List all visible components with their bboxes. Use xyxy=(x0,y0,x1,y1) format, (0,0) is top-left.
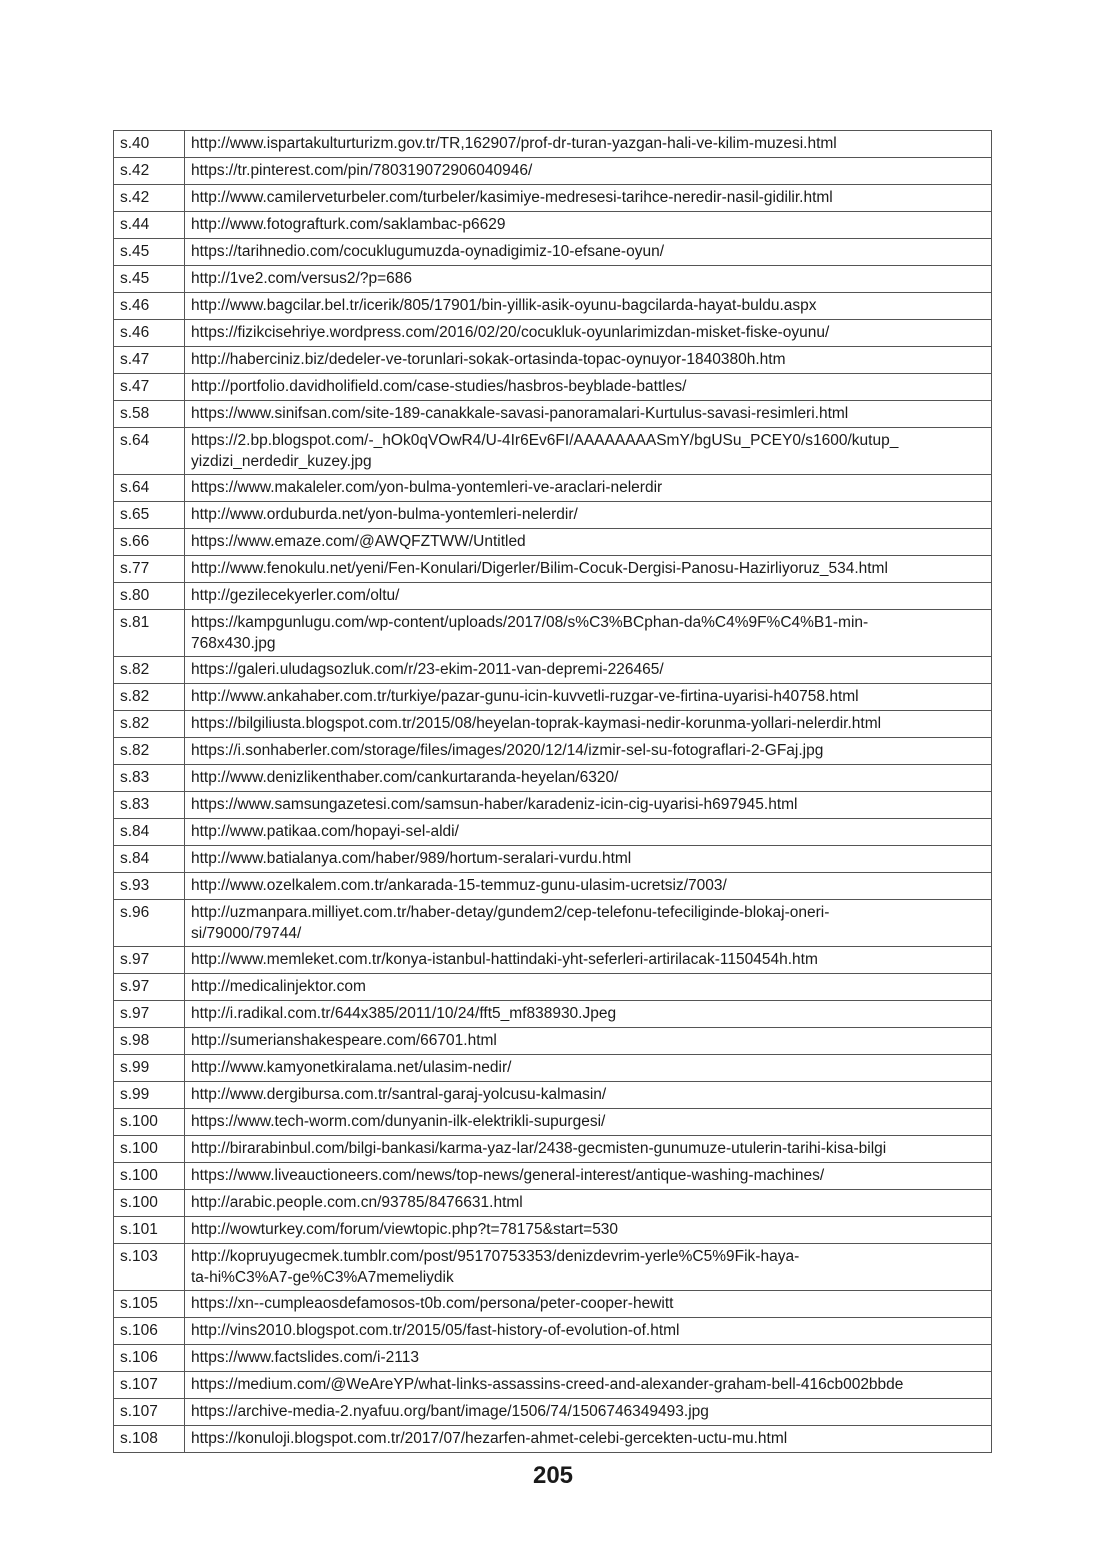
url-text: si/79000/79744/ xyxy=(191,925,302,942)
table-row xyxy=(114,320,992,347)
url-cell xyxy=(185,1345,992,1372)
url-cell xyxy=(185,1028,992,1055)
table-row xyxy=(114,475,992,502)
url-text: https://www.makaleler.com/yon-bulma-yontemleri-ve-araclari-nelerdir xyxy=(191,479,663,496)
url-cell xyxy=(185,185,992,212)
url-cell xyxy=(185,819,992,846)
url-cell xyxy=(185,1055,992,1082)
url-text: http://www.bagcilar.bel.tr/icerik/805/17901/bin-yillik-asik-oyunu-bagcilarda-hayat-buldu.aspx xyxy=(191,297,817,314)
url-text: yizdizi_nerdedir_kuzey.jpg xyxy=(191,453,372,470)
url-cell xyxy=(185,374,992,401)
table-row xyxy=(114,1345,992,1372)
table-row xyxy=(114,684,992,711)
url-cell xyxy=(185,657,992,684)
url-cell xyxy=(185,502,992,529)
url-text: http://www.ozelkalem.com.tr/ankarada-15-temmuz-gunu-ulasim-ucretsiz/7003/ xyxy=(191,877,727,894)
url-cell xyxy=(185,1399,992,1426)
page-reference-cell: s.44 xyxy=(114,212,185,239)
table-row xyxy=(114,1217,992,1244)
table-row xyxy=(114,1244,992,1291)
url-cell xyxy=(185,401,992,428)
url-cell xyxy=(185,1109,992,1136)
page-reference-cell: s.100 xyxy=(114,1163,185,1190)
table-row xyxy=(114,1136,992,1163)
url-text: http://medicalinjektor.com xyxy=(191,978,366,995)
table-row xyxy=(114,556,992,583)
page-reference-cell: s.107 xyxy=(114,1399,185,1426)
page-reference-cell: s.84 xyxy=(114,846,185,873)
url-cell xyxy=(185,900,992,947)
url-text: https://tr.pinterest.com/pin/780319072906040946/ xyxy=(191,162,533,179)
url-text: http://www.fotografturk.com/saklambac-p6629 xyxy=(191,216,506,233)
url-cell xyxy=(185,711,992,738)
page-reference-cell: s.82 xyxy=(114,711,185,738)
table-row xyxy=(114,610,992,657)
url-text: https://i.sonhaberler.com/storage/files/images/2020/12/14/izmir-sel-su-fotograflari-2-GFaj.jpg xyxy=(191,742,824,759)
url-text: https://www.sinifsan.com/site-189-canakkale-savasi-panoramalari-Kurtulus-savasi-resimleri.html xyxy=(191,405,849,422)
table-row xyxy=(114,185,992,212)
page-reference-cell: s.107 xyxy=(114,1372,185,1399)
page-reference-cell: s.47 xyxy=(114,347,185,374)
table-row xyxy=(114,502,992,529)
page-reference-cell: s.106 xyxy=(114,1345,185,1372)
url-text: http://sumerianshakespeare.com/66701.html xyxy=(191,1032,497,1049)
reference-table xyxy=(113,130,992,1453)
table-row xyxy=(114,529,992,556)
page-reference-cell: s.97 xyxy=(114,947,185,974)
table-row xyxy=(114,401,992,428)
table-row xyxy=(114,158,992,185)
table-row xyxy=(114,1399,992,1426)
url-cell xyxy=(185,347,992,374)
page-reference-cell: s.42 xyxy=(114,158,185,185)
page-reference-cell: s.103 xyxy=(114,1244,185,1291)
url-cell xyxy=(185,846,992,873)
url-cell xyxy=(185,792,992,819)
url-text: http://1ve2.com/versus2/?p=686 xyxy=(191,270,413,287)
page-reference-cell: s.64 xyxy=(114,428,185,475)
url-cell xyxy=(185,610,992,657)
page-reference-cell: s.99 xyxy=(114,1055,185,1082)
page-reference-cell: s.99 xyxy=(114,1082,185,1109)
table-row xyxy=(114,1001,992,1028)
url-cell xyxy=(185,1318,992,1345)
url-cell xyxy=(185,947,992,974)
table-row xyxy=(114,1028,992,1055)
table-row xyxy=(114,1082,992,1109)
url-text: https://konuloji.blogspot.com.tr/2017/07/hezarfen-ahmet-celebi-gercekten-uctu-mu.html xyxy=(191,1430,788,1447)
table-row xyxy=(114,347,992,374)
url-text: https://www.liveauctioneers.com/news/top-news/general-interest/antique-washing-machines/ xyxy=(191,1167,825,1184)
page-reference-cell: s.97 xyxy=(114,974,185,1001)
page-reference-cell: s.83 xyxy=(114,792,185,819)
table-row xyxy=(114,657,992,684)
table-row xyxy=(114,131,992,158)
url-cell xyxy=(185,1426,992,1453)
page-reference-cell: s.98 xyxy=(114,1028,185,1055)
table-row xyxy=(114,819,992,846)
table-row xyxy=(114,1426,992,1453)
url-cell xyxy=(185,684,992,711)
page-reference-cell: s.97 xyxy=(114,1001,185,1028)
url-text: http://www.fenokulu.net/yeni/Fen-Konulari/Digerler/Bilim-Cocuk-Dergisi-Panosu-Hazirliyoruz_534.html xyxy=(191,560,888,577)
url-cell xyxy=(185,1217,992,1244)
page-reference-cell: s.45 xyxy=(114,239,185,266)
url-text: http://www.batialanya.com/haber/989/hortum-seralari-vurdu.html xyxy=(191,850,632,867)
page-reference-cell: s.64 xyxy=(114,475,185,502)
page-reference-cell: s.82 xyxy=(114,738,185,765)
url-cell xyxy=(185,974,992,1001)
url-cell xyxy=(185,765,992,792)
page-reference-cell: s.100 xyxy=(114,1109,185,1136)
page-reference-cell: s.81 xyxy=(114,610,185,657)
table-row xyxy=(114,900,992,947)
url-text: http://www.denizlikenthaber.com/cankurtaranda-heyelan/6320/ xyxy=(191,769,619,786)
url-cell xyxy=(185,293,992,320)
url-text: http://wowturkey.com/forum/viewtopic.php?t=78175&start=530 xyxy=(191,1221,619,1238)
url-cell xyxy=(185,428,992,475)
table-row xyxy=(114,792,992,819)
table-row xyxy=(114,239,992,266)
page-reference-cell: s.84 xyxy=(114,819,185,846)
url-text: http://portfolio.davidholifield.com/case-studies/hasbros-beyblade-battles/ xyxy=(191,378,687,395)
table-row xyxy=(114,1318,992,1345)
url-text: https://www.tech-worm.com/dunyanin-ilk-elektrikli-supurgesi/ xyxy=(191,1113,606,1130)
url-cell xyxy=(185,320,992,347)
table-row xyxy=(114,266,992,293)
table-row xyxy=(114,428,992,475)
url-text: http://www.memleket.com.tr/konya-istanbul-hattindaki-yht-seferleri-artirilacak-1150454h.htm xyxy=(191,951,818,968)
url-text: http://i.radikal.com.tr/644x385/2011/10/24/fft5_mf838930.Jpeg xyxy=(191,1005,617,1022)
url-cell xyxy=(185,475,992,502)
url-text: ta-hi%C3%A7-ge%C3%A7memeliydik xyxy=(191,1269,454,1286)
page-reference-cell: s.80 xyxy=(114,583,185,610)
page-reference-cell: s.46 xyxy=(114,293,185,320)
table-row xyxy=(114,1109,992,1136)
table-row xyxy=(114,1372,992,1399)
page-reference-cell: s.106 xyxy=(114,1318,185,1345)
url-text: http://www.kamyonetkiralama.net/ulasim-nedir/ xyxy=(191,1059,512,1076)
url-text: http://www.camilerveturbeler.com/turbeler/kasimiye-medresesi-tarihce-neredir-nasil-gidilir.html xyxy=(191,189,833,206)
page-reference-cell: s.47 xyxy=(114,374,185,401)
table-row xyxy=(114,1163,992,1190)
table-row xyxy=(114,374,992,401)
url-text: http://www.patikaa.com/hopayi-sel-aldi/ xyxy=(191,823,459,840)
url-text: http://www.dergibursa.com.tr/santral-garaj-yolcusu-kalmasin/ xyxy=(191,1086,607,1103)
page-reference-cell: s.45 xyxy=(114,266,185,293)
url-text: https://www.emaze.com/@AWQFZTWW/Untitled xyxy=(191,533,526,550)
table-row xyxy=(114,765,992,792)
url-cell xyxy=(185,239,992,266)
url-text: https://kampgunlugu.com/wp-content/uploads/2017/08/s%C3%BCphan-da%C4%9F%C4%B1-min- xyxy=(191,614,869,631)
url-cell xyxy=(185,1082,992,1109)
url-text: https://fizikcisehriye.wordpress.com/2016/02/20/cocukluk-oyunlarimizdan-misket-fiske-oyunu/ xyxy=(191,324,830,341)
url-cell xyxy=(185,158,992,185)
page-reference-cell: s.65 xyxy=(114,502,185,529)
url-cell xyxy=(185,1136,992,1163)
page-reference-cell: s.58 xyxy=(114,401,185,428)
page-reference-cell: s.100 xyxy=(114,1190,185,1217)
table-row xyxy=(114,583,992,610)
url-text: http://vins2010.blogspot.com.tr/2015/05/fast-history-of-evolution-of.html xyxy=(191,1322,680,1339)
url-cell xyxy=(185,1372,992,1399)
url-cell xyxy=(185,738,992,765)
url-text: https://tarihnedio.com/cocuklugumuzda-oynadigimiz-10-efsane-oyun/ xyxy=(191,243,664,260)
url-text: https://bilgiliusta.blogspot.com.tr/2015/08/heyelan-toprak-kaymasi-nedir-korunma-yollari-nelerdir.html xyxy=(191,715,882,732)
url-text: https://www.factslides.com/i-2113 xyxy=(191,1349,419,1366)
url-text: https://medium.com/@WeAreYP/what-links-assassins-creed-and-alexander-graham-bell-416cb002bbde xyxy=(191,1376,904,1393)
table-row xyxy=(114,1055,992,1082)
url-text: http://uzmanpara.milliyet.com.tr/haber-detay/gundem2/cep-telefonu-tefeciliginde-blokaj-oneri- xyxy=(191,904,830,921)
url-cell xyxy=(185,131,992,158)
url-text: https://galeri.uludagsozluk.com/r/23-ekim-2011-van-depremi-226465/ xyxy=(191,661,664,678)
table-row xyxy=(114,738,992,765)
url-text: https://www.samsungazetesi.com/samsun-haber/karadeniz-icin-cig-uyarisi-h697945.html xyxy=(191,796,798,813)
page-reference-cell: s.77 xyxy=(114,556,185,583)
table-row xyxy=(114,873,992,900)
url-text: http://arabic.people.com.cn/93785/8476631.html xyxy=(191,1194,523,1211)
table-row xyxy=(114,212,992,239)
page-reference-cell: s.46 xyxy=(114,320,185,347)
url-text: http://www.ispartakulturturizm.gov.tr/TR,162907/prof-dr-turan-yazgan-hali-ve-kilim-muzesi.html xyxy=(191,135,837,152)
url-text: http://www.ankahaber.com.tr/turkiye/pazar-gunu-icin-kuvvetli-ruzgar-ve-firtina-uyarisi-h40758.html xyxy=(191,688,859,705)
url-text: http://haberciniz.biz/dedeler-ve-torunlari-sokak-ortasinda-topac-oynuyor-1840380h.htm xyxy=(191,351,786,368)
table-row xyxy=(114,1190,992,1217)
table-row xyxy=(114,974,992,1001)
url-cell xyxy=(185,1244,992,1291)
url-text: http://www.orduburda.net/yon-bulma-yontemleri-nelerdir/ xyxy=(191,506,578,523)
url-cell xyxy=(185,1001,992,1028)
page-reference-cell: s.96 xyxy=(114,900,185,947)
url-cell xyxy=(185,1190,992,1217)
url-cell xyxy=(185,556,992,583)
url-cell xyxy=(185,529,992,556)
page-reference-cell: s.105 xyxy=(114,1291,185,1318)
page-reference-cell: s.108 xyxy=(114,1426,185,1453)
url-text: https://xn--cumpleaosdefamosos-t0b.com/persona/peter-cooper-hewitt xyxy=(191,1295,674,1312)
table-row xyxy=(114,846,992,873)
url-cell xyxy=(185,873,992,900)
url-text: http://kopruyugecmek.tumblr.com/post/95170753353/denizdevrim-yerle%C5%9Fik-haya- xyxy=(191,1248,800,1265)
url-cell xyxy=(185,212,992,239)
url-text: 768x430.jpg xyxy=(191,635,276,652)
page-number: 205 xyxy=(532,1462,574,1489)
page-reference-cell: s.42 xyxy=(114,185,185,212)
url-text: https://2.bp.blogspot.com/-_hOk0qVOwR4/U-4Ir6Ev6FI/AAAAAAAASmY/bgUSu_PCEY0/s1600/kutup_ xyxy=(191,432,899,449)
url-cell xyxy=(185,266,992,293)
page-reference-cell: s.66 xyxy=(114,529,185,556)
url-text: http://gezilecekyerler.com/oltu/ xyxy=(191,587,400,604)
table-row xyxy=(114,293,992,320)
page-reference-cell: s.101 xyxy=(114,1217,185,1244)
page-reference-cell: s.100 xyxy=(114,1136,185,1163)
url-text: https://archive-media-2.nyafuu.org/bant/image/1506/74/1506746349493.jpg xyxy=(191,1403,709,1420)
table-row xyxy=(114,711,992,738)
page-reference-cell: s.40 xyxy=(114,131,185,158)
table-row xyxy=(114,947,992,974)
url-text: http://birarabinbul.com/bilgi-bankasi/karma-yaz-lar/2438-gecmisten-gunumuze-utulerin-tarihi-kisa-bilgi xyxy=(191,1140,887,1157)
page-reference-cell: s.82 xyxy=(114,657,185,684)
url-cell xyxy=(185,1163,992,1190)
page-reference-cell: s.82 xyxy=(114,684,185,711)
table-row xyxy=(114,1291,992,1318)
url-cell xyxy=(185,1291,992,1318)
reference-table-body xyxy=(114,131,992,1453)
url-cell xyxy=(185,583,992,610)
page-reference-cell: s.83 xyxy=(114,765,185,792)
page-reference-cell: s.93 xyxy=(114,873,185,900)
